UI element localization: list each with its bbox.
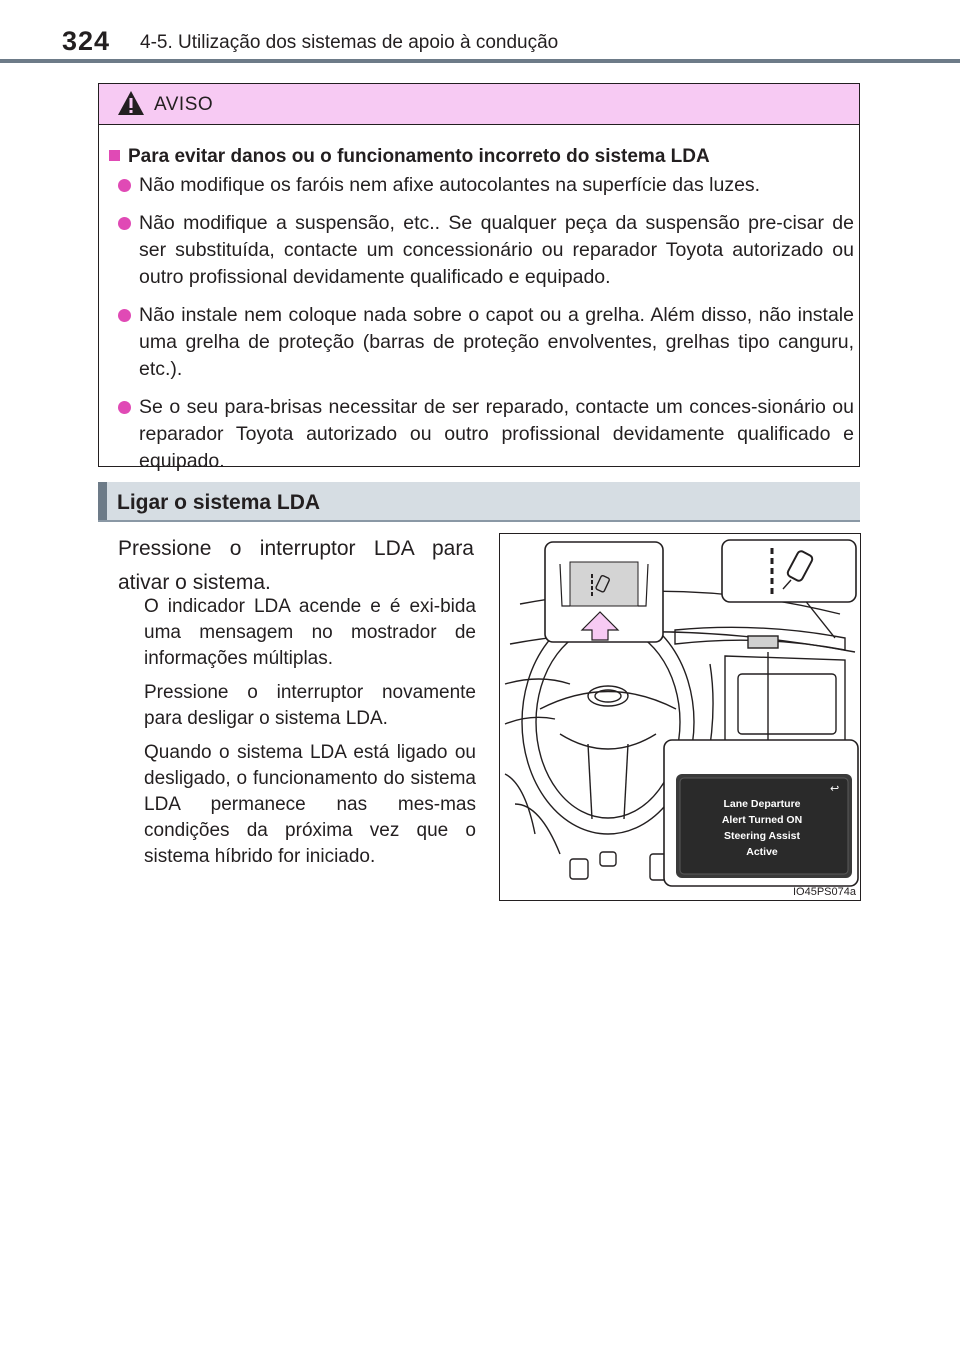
list-item [109,172,854,199]
warning-title: AVISO [154,94,214,115]
dashboard-illustration [499,533,861,901]
list-item [109,302,854,383]
list-item-text: Não instale nem coloque nada sobre o capot ou a grelha. Além disso, não instale uma grelha de proteção (barras de proteção envolventes, grelhas tipo canguru, etc.). [139,304,854,380]
round-bullet-icon [118,401,131,414]
list-item [109,210,854,291]
return-icon: ↩ [830,783,840,795]
list-item-text: Se o seu para-brisas necessitar de ser reparado, contacte um conces-sionário ou reparador Toyota autorizado ou outro profissional devidamente qualificado e equipado. [139,396,854,472]
header-rule [0,59,960,63]
meter-callout [545,542,663,642]
square-bullet-icon [109,150,120,161]
list-item-text: Não modifique os faróis nem afixe autocolantes na superfície das luzes. [139,174,761,196]
display-line: Alert Turned ON [721,814,803,826]
section-accent-bar [98,482,107,520]
round-bullet-icon [118,179,131,192]
warning-bullet-list [109,172,854,486]
display-line: Steering Assist [723,830,801,842]
page-header [0,22,960,60]
display-callout [664,740,858,886]
dashboard-drawing [500,534,861,901]
page-number: 324 [62,26,111,56]
notes-list [144,594,476,878]
list-item-text: Não modifique a suspensão, etc.. Se qualquer peça da suspensão pre-cisar de ser substituída, contacte um concessionário ou reparador Toyota autorizado ou outro profissional devidamente qualificado e equipado. [139,212,854,288]
indicator-callout [722,540,856,602]
figure-id: IO45PS074a [793,886,856,898]
section-header [98,482,860,522]
round-bullet-icon [118,217,131,230]
list-item [109,394,854,475]
instruction-text: Pressione o interruptor LDA para ativar o sistema. [118,537,474,594]
note-item: Quando o sistema LDA está ligado ou desligado, o funcionamento do sistema LDA permanece nas mes-mas condições da próxima vez que o sistema híbrido for iniciado. [144,742,476,867]
round-bullet-icon [118,309,131,322]
warning-subheading-text: Para evitar danos ou o funcionamento incorreto do sistema LDA [128,146,710,167]
note-item: O indicador LDA acende e é exi-bida uma mensagem no mostrador de informações múltiplas. [144,596,476,669]
warning-box [98,83,860,472]
warning-header [99,84,859,125]
display-line: Active [746,846,778,858]
warning-triangle-icon [117,90,145,116]
chapter-title: 4-5. Utilização dos sistemas de apoio à condução [140,32,559,53]
section-title: Ligar o sistema LDA [117,491,321,514]
display-line: Lane Departure [723,798,801,810]
note-item: Pressione o interruptor novamente para desligar o sistema LDA. [144,682,476,729]
warning-subheading [109,146,710,168]
